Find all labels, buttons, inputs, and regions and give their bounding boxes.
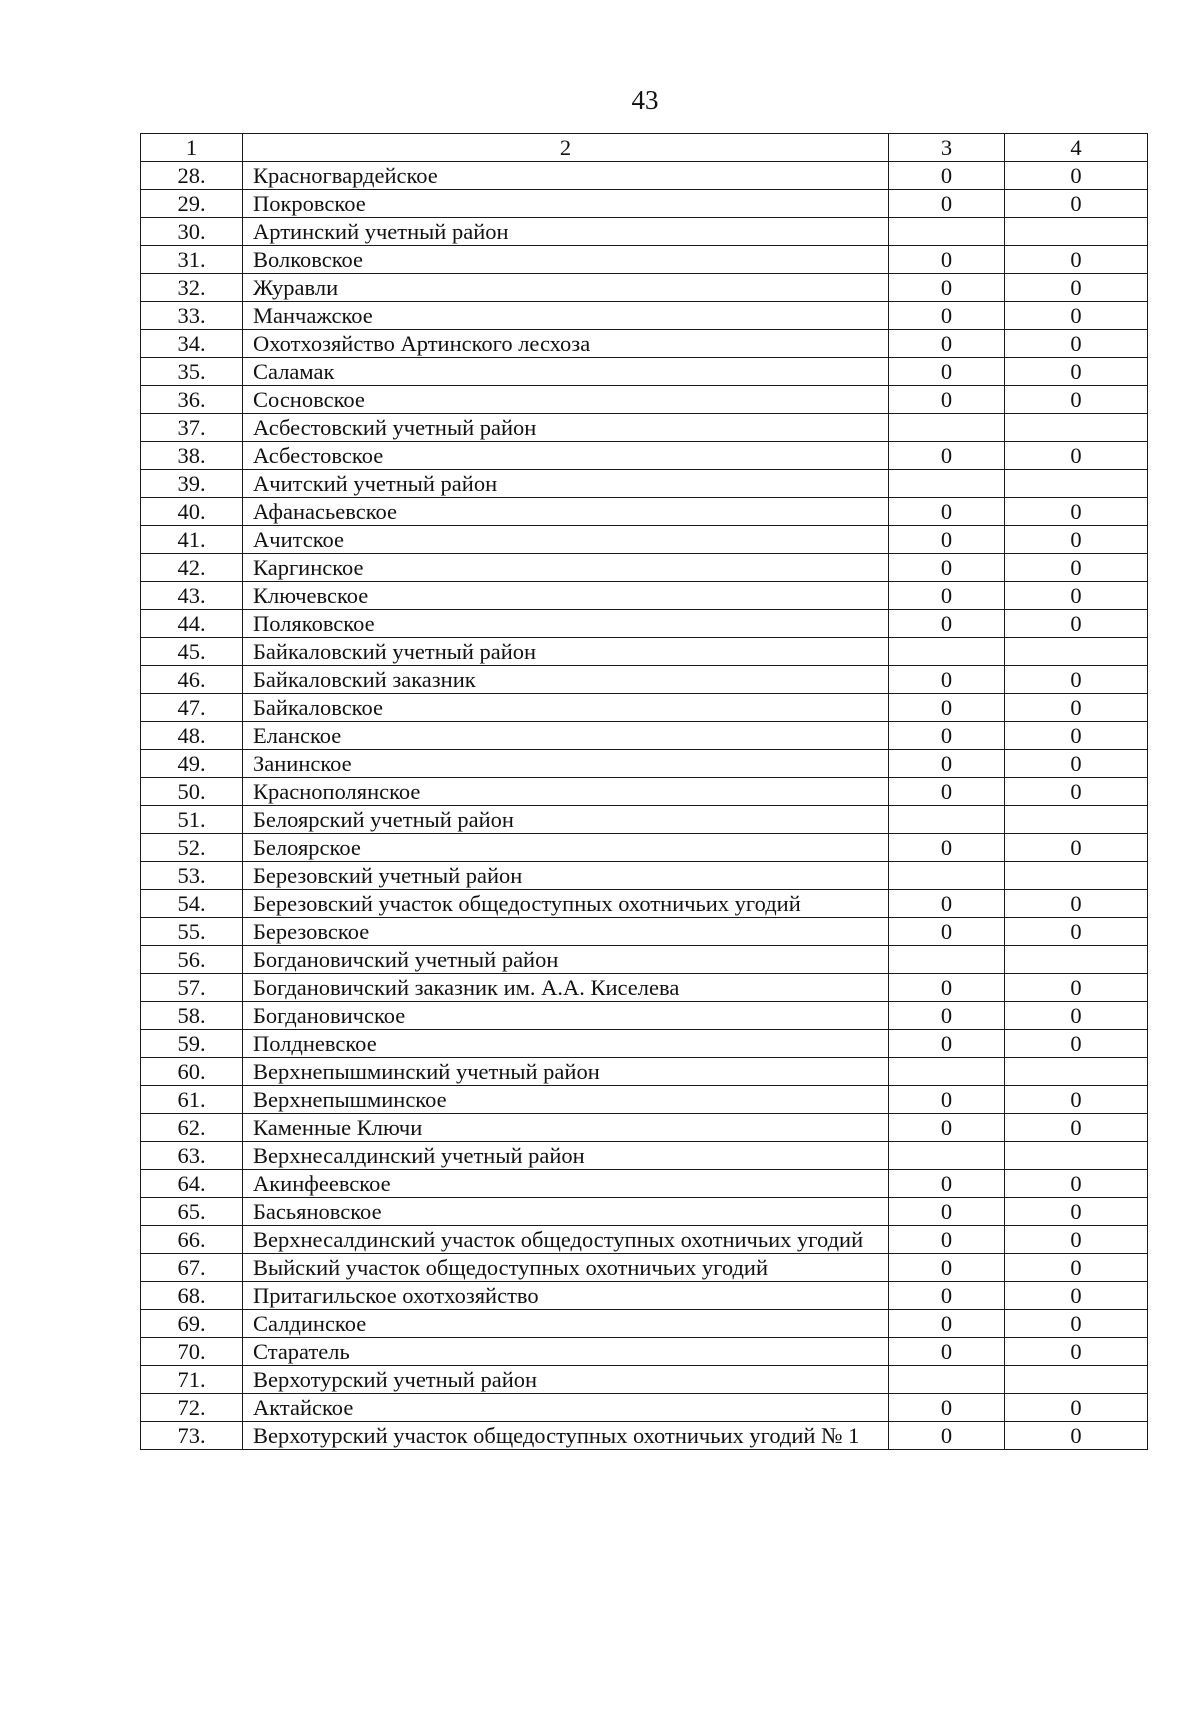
row-value-col4-cell (1005, 218, 1148, 246)
row-value-col4-cell (1005, 1142, 1148, 1170)
row-value-col3-cell: 0 (889, 1394, 1005, 1422)
table-row (141, 1394, 1148, 1422)
row-number-cell: 45. (141, 638, 243, 666)
row-name-cell: Акинфеевское (243, 1170, 889, 1198)
row-name-cell: Березовский участок общедоступных охотничьих угодий (243, 890, 889, 918)
row-number-cell: 38. (141, 442, 243, 470)
row-value-col3-cell: 0 (889, 1086, 1005, 1114)
row-name-cell: Верхотурский учетный район (243, 1366, 889, 1394)
row-name-cell: Салдинское (243, 1310, 889, 1338)
row-value-col4-cell (1005, 470, 1148, 498)
row-value-col4-cell: 0 (1005, 582, 1148, 610)
row-value-col3-cell: 0 (889, 442, 1005, 470)
row-value-col4-cell: 0 (1005, 918, 1148, 946)
row-value-col3-cell (889, 1142, 1005, 1170)
row-name-cell: Сосновское (243, 386, 889, 414)
row-value-col4-cell: 0 (1005, 1002, 1148, 1030)
row-name-cell: Березовское (243, 918, 889, 946)
table-row (141, 834, 1148, 862)
row-number-cell: 48. (141, 722, 243, 750)
table-row (141, 862, 1148, 890)
table-row (141, 974, 1148, 1002)
row-number-cell: 58. (141, 1002, 243, 1030)
row-value-col4-cell: 0 (1005, 554, 1148, 582)
table-row (141, 666, 1148, 694)
row-value-col4-cell: 0 (1005, 386, 1148, 414)
table-row (141, 1114, 1148, 1142)
table-row (141, 554, 1148, 582)
table-row (141, 778, 1148, 806)
row-number-cell: 55. (141, 918, 243, 946)
table-row (141, 1366, 1148, 1394)
row-value-col3-cell: 0 (889, 778, 1005, 806)
row-name-cell: Байкаловское (243, 694, 889, 722)
row-number-cell: 49. (141, 750, 243, 778)
row-number-cell: 46. (141, 666, 243, 694)
row-name-cell: Верхнесалдинский участок общедоступных охотничьих угодий (243, 1226, 889, 1254)
row-number-cell: 73. (141, 1422, 243, 1450)
row-value-col3-cell: 0 (889, 1226, 1005, 1254)
row-value-col3-cell: 0 (889, 610, 1005, 638)
row-value-col3-cell: 0 (889, 722, 1005, 750)
table-row (141, 750, 1148, 778)
row-value-col4-cell: 0 (1005, 190, 1148, 218)
row-value-col3-cell: 0 (889, 1422, 1005, 1450)
table-row (141, 526, 1148, 554)
row-value-col3-cell: 0 (889, 582, 1005, 610)
row-value-col4-cell: 0 (1005, 1310, 1148, 1338)
row-number-cell: 39. (141, 470, 243, 498)
row-value-col3-cell: 0 (889, 890, 1005, 918)
row-value-col4-cell: 0 (1005, 1114, 1148, 1142)
row-value-col4-cell (1005, 806, 1148, 834)
row-name-cell: Каргинское (243, 554, 889, 582)
row-value-col4-cell: 0 (1005, 1170, 1148, 1198)
table-row (141, 1170, 1148, 1198)
table-row (141, 162, 1148, 190)
row-value-col3-cell: 0 (889, 498, 1005, 526)
row-value-col4-cell: 0 (1005, 778, 1148, 806)
row-number-cell: 69. (141, 1310, 243, 1338)
table-row (141, 1338, 1148, 1366)
table-row (141, 582, 1148, 610)
row-number-cell: 35. (141, 358, 243, 386)
row-value-col4-cell: 0 (1005, 162, 1148, 190)
row-value-col4-cell: 0 (1005, 1226, 1148, 1254)
column-header-2: 2 (243, 134, 889, 162)
table-header-row (141, 134, 1148, 162)
row-value-col3-cell (889, 218, 1005, 246)
row-name-cell: Ключевское (243, 582, 889, 610)
row-name-cell: Асбестовское (243, 442, 889, 470)
row-name-cell: Каменные Ключи (243, 1114, 889, 1142)
row-name-cell: Белоярский учетный район (243, 806, 889, 834)
row-number-cell: 57. (141, 974, 243, 1002)
row-value-col4-cell: 0 (1005, 442, 1148, 470)
row-number-cell: 47. (141, 694, 243, 722)
table-row (141, 358, 1148, 386)
row-value-col4-cell (1005, 414, 1148, 442)
row-number-cell: 41. (141, 526, 243, 554)
table-row (141, 806, 1148, 834)
row-value-col3-cell: 0 (889, 974, 1005, 1002)
row-value-col3-cell: 0 (889, 1002, 1005, 1030)
row-number-cell: 28. (141, 162, 243, 190)
row-number-cell: 42. (141, 554, 243, 582)
row-number-cell: 65. (141, 1198, 243, 1226)
row-value-col3-cell: 0 (889, 274, 1005, 302)
table-row (141, 1310, 1148, 1338)
row-value-col3-cell: 0 (889, 1170, 1005, 1198)
table-row (141, 1282, 1148, 1310)
row-name-cell: Поляковское (243, 610, 889, 638)
row-value-col4-cell: 0 (1005, 526, 1148, 554)
row-value-col3-cell (889, 638, 1005, 666)
row-value-col3-cell (889, 862, 1005, 890)
row-number-cell: 44. (141, 610, 243, 638)
row-name-cell: Еланское (243, 722, 889, 750)
row-value-col4-cell (1005, 946, 1148, 974)
table-row (141, 1422, 1148, 1450)
row-name-cell: Журавли (243, 274, 889, 302)
row-number-cell: 59. (141, 1030, 243, 1058)
row-number-cell: 71. (141, 1366, 243, 1394)
table-row (141, 722, 1148, 750)
row-number-cell: 34. (141, 330, 243, 358)
column-header-1: 1 (141, 134, 243, 162)
row-number-cell: 54. (141, 890, 243, 918)
row-value-col4-cell: 0 (1005, 302, 1148, 330)
row-name-cell: Красногвардейское (243, 162, 889, 190)
table-row (141, 246, 1148, 274)
row-number-cell: 33. (141, 302, 243, 330)
row-value-col4-cell: 0 (1005, 750, 1148, 778)
row-number-cell: 68. (141, 1282, 243, 1310)
row-value-col3-cell: 0 (889, 386, 1005, 414)
row-number-cell: 64. (141, 1170, 243, 1198)
table-row (141, 330, 1148, 358)
row-value-col3-cell (889, 470, 1005, 498)
row-number-cell: 29. (141, 190, 243, 218)
table-row (141, 498, 1148, 526)
table-row (141, 218, 1148, 246)
column-header-3: 3 (889, 134, 1005, 162)
row-name-cell: Саламак (243, 358, 889, 386)
row-number-cell: 61. (141, 1086, 243, 1114)
row-value-col3-cell: 0 (889, 554, 1005, 582)
row-name-cell: Артинский учетный район (243, 218, 889, 246)
row-value-col3-cell: 0 (889, 750, 1005, 778)
row-value-col4-cell: 0 (1005, 1422, 1148, 1450)
table-row (141, 386, 1148, 414)
row-value-col3-cell: 0 (889, 330, 1005, 358)
row-value-col3-cell: 0 (889, 666, 1005, 694)
row-name-cell: Ачитское (243, 526, 889, 554)
row-value-col3-cell: 0 (889, 1198, 1005, 1226)
column-header-4: 4 (1005, 134, 1148, 162)
page-number: 43 (631, 85, 659, 115)
row-name-cell: Асбестовский учетный район (243, 414, 889, 442)
row-value-col4-cell: 0 (1005, 610, 1148, 638)
row-value-col4-cell (1005, 1058, 1148, 1086)
row-name-cell: Ачитский учетный район (243, 470, 889, 498)
row-value-col4-cell: 0 (1005, 274, 1148, 302)
row-name-cell: Покровское (243, 190, 889, 218)
table-row (141, 1226, 1148, 1254)
row-name-cell: Верхнепышминское (243, 1086, 889, 1114)
row-name-cell: Белоярское (243, 834, 889, 862)
row-value-col4-cell: 0 (1005, 1254, 1148, 1282)
row-value-col4-cell: 0 (1005, 1030, 1148, 1058)
row-value-col3-cell: 0 (889, 1030, 1005, 1058)
table-row (141, 1002, 1148, 1030)
row-value-col4-cell: 0 (1005, 666, 1148, 694)
row-name-cell: Богдановичский заказник им. А.А. Киселева (243, 974, 889, 1002)
row-value-col4-cell: 0 (1005, 330, 1148, 358)
row-value-col4-cell: 0 (1005, 834, 1148, 862)
row-number-cell: 66. (141, 1226, 243, 1254)
row-name-cell: Верхнесалдинский учетный район (243, 1142, 889, 1170)
row-value-col3-cell: 0 (889, 162, 1005, 190)
row-value-col4-cell: 0 (1005, 722, 1148, 750)
table-row (141, 1142, 1148, 1170)
row-value-col3-cell: 0 (889, 358, 1005, 386)
row-name-cell: Выйский участок общедоступных охотничьих угодий (243, 1254, 889, 1282)
row-value-col4-cell: 0 (1005, 694, 1148, 722)
row-number-cell: 62. (141, 1114, 243, 1142)
row-number-cell: 53. (141, 862, 243, 890)
row-number-cell: 51. (141, 806, 243, 834)
row-value-col4-cell: 0 (1005, 890, 1148, 918)
row-name-cell: Березовский учетный район (243, 862, 889, 890)
table-row (141, 190, 1148, 218)
row-number-cell: 63. (141, 1142, 243, 1170)
row-value-col3-cell: 0 (889, 1310, 1005, 1338)
row-number-cell: 56. (141, 946, 243, 974)
row-number-cell: 70. (141, 1338, 243, 1366)
table-row (141, 1058, 1148, 1086)
row-value-col4-cell (1005, 638, 1148, 666)
data-table (140, 133, 1148, 1450)
row-value-col3-cell: 0 (889, 1254, 1005, 1282)
row-value-col4-cell (1005, 1366, 1148, 1394)
row-value-col3-cell: 0 (889, 1338, 1005, 1366)
row-name-cell: Басьяновское (243, 1198, 889, 1226)
row-value-col3-cell: 0 (889, 190, 1005, 218)
row-number-cell: 43. (141, 582, 243, 610)
table-row (141, 694, 1148, 722)
table-row (141, 610, 1148, 638)
row-number-cell: 31. (141, 246, 243, 274)
row-name-cell: Охотхозяйство Артинского лесхоза (243, 330, 889, 358)
row-value-col3-cell (889, 946, 1005, 974)
row-name-cell: Актайское (243, 1394, 889, 1422)
row-value-col3-cell: 0 (889, 1282, 1005, 1310)
row-number-cell: 36. (141, 386, 243, 414)
row-name-cell: Байкаловский учетный район (243, 638, 889, 666)
row-name-cell: Занинское (243, 750, 889, 778)
row-value-col3-cell: 0 (889, 302, 1005, 330)
row-value-col3-cell: 0 (889, 526, 1005, 554)
row-number-cell: 72. (141, 1394, 243, 1422)
row-value-col4-cell: 0 (1005, 974, 1148, 1002)
row-value-col4-cell: 0 (1005, 358, 1148, 386)
row-value-col4-cell: 0 (1005, 1282, 1148, 1310)
table-row (141, 274, 1148, 302)
row-number-cell: 50. (141, 778, 243, 806)
row-value-col3-cell (889, 1366, 1005, 1394)
row-name-cell: Полдневское (243, 1030, 889, 1058)
row-value-col3-cell: 0 (889, 834, 1005, 862)
row-value-col4-cell: 0 (1005, 1086, 1148, 1114)
row-name-cell: Верхнепышминский учетный район (243, 1058, 889, 1086)
table-row (141, 414, 1148, 442)
table-row (141, 302, 1148, 330)
row-name-cell: Притагильское охотхозяйство (243, 1282, 889, 1310)
row-number-cell: 37. (141, 414, 243, 442)
row-name-cell: Манчажское (243, 302, 889, 330)
row-value-col3-cell (889, 1058, 1005, 1086)
table-body (141, 162, 1148, 1450)
row-value-col3-cell (889, 806, 1005, 834)
row-value-col3-cell: 0 (889, 246, 1005, 274)
table-row (141, 1198, 1148, 1226)
table-row (141, 1254, 1148, 1282)
row-value-col4-cell: 0 (1005, 246, 1148, 274)
table-row (141, 638, 1148, 666)
row-number-cell: 40. (141, 498, 243, 526)
table-row (141, 470, 1148, 498)
row-number-cell: 60. (141, 1058, 243, 1086)
row-name-cell: Волковское (243, 246, 889, 274)
row-name-cell: Богдановичское (243, 1002, 889, 1030)
row-value-col4-cell: 0 (1005, 1394, 1148, 1422)
row-name-cell: Краснополянское (243, 778, 889, 806)
row-value-col4-cell: 0 (1005, 498, 1148, 526)
table-row (141, 946, 1148, 974)
table-row (141, 442, 1148, 470)
table-row (141, 918, 1148, 946)
row-name-cell: Старатель (243, 1338, 889, 1366)
row-number-cell: 32. (141, 274, 243, 302)
row-value-col4-cell (1005, 862, 1148, 890)
row-value-col4-cell: 0 (1005, 1338, 1148, 1366)
row-value-col4-cell: 0 (1005, 1198, 1148, 1226)
table-row (141, 890, 1148, 918)
table-row (141, 1086, 1148, 1114)
row-number-cell: 52. (141, 834, 243, 862)
row-value-col3-cell: 0 (889, 694, 1005, 722)
row-number-cell: 30. (141, 218, 243, 246)
row-number-cell: 67. (141, 1254, 243, 1282)
row-value-col3-cell: 0 (889, 1114, 1005, 1142)
row-value-col3-cell (889, 414, 1005, 442)
row-name-cell: Афанасьевское (243, 498, 889, 526)
row-value-col3-cell: 0 (889, 918, 1005, 946)
row-name-cell: Верхотурский участок общедоступных охотничьих угодий № 1 (243, 1422, 889, 1450)
table-row (141, 1030, 1148, 1058)
row-name-cell: Байкаловский заказник (243, 666, 889, 694)
row-name-cell: Богдановичский учетный район (243, 946, 889, 974)
